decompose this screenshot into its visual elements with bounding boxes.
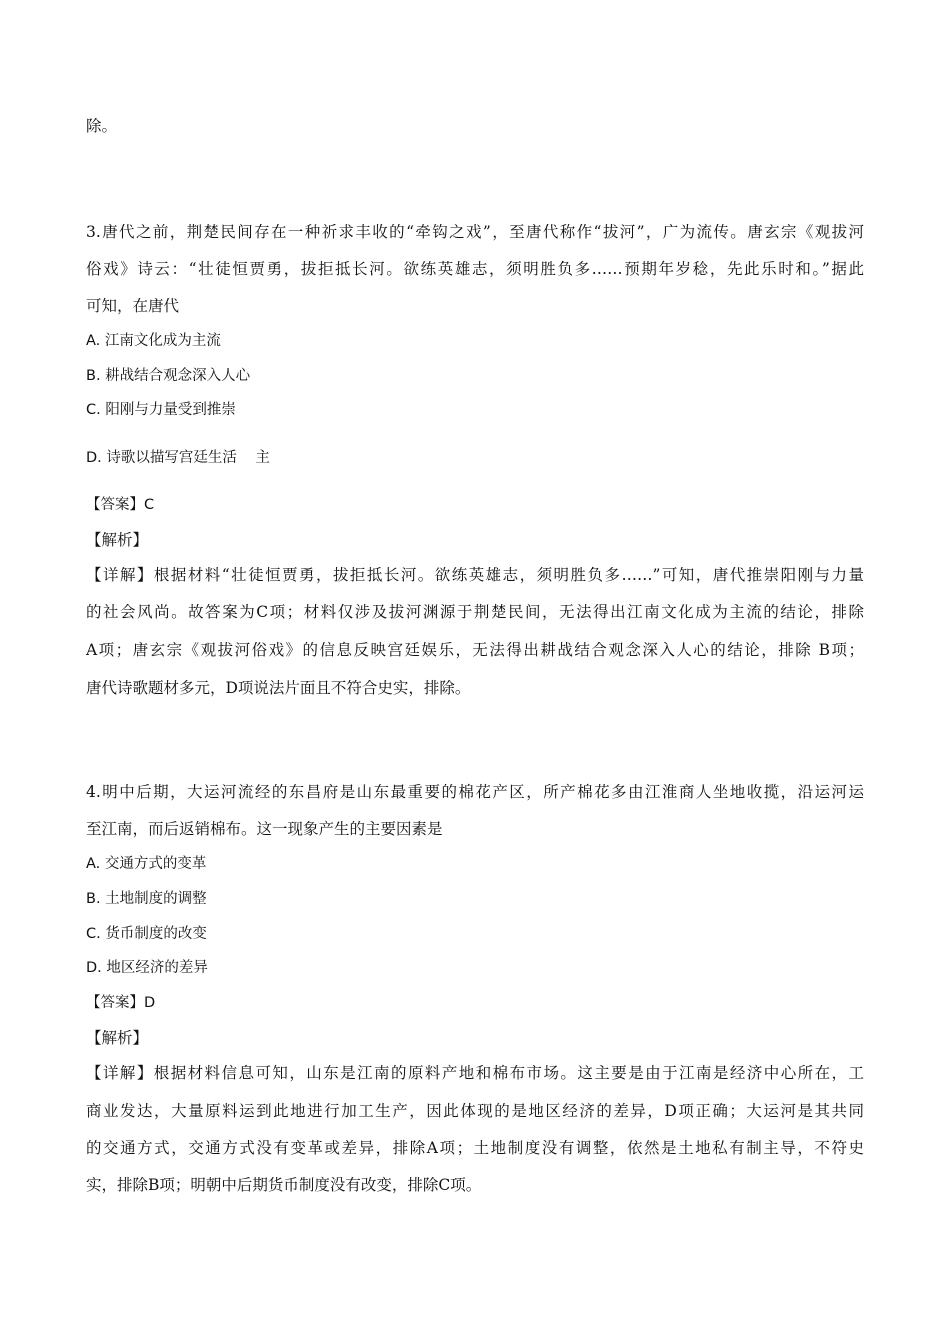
q3-stem-line-3: 可知，在唐代: [86, 297, 180, 315]
q4-stem-line-1: 4.明中后期，大运河流经的东昌府是山东最重要的棉花产区，所产棉花多由江淮商人坐地收揽，沿运河运: [86, 783, 864, 801]
q3-option-c: C. 阳刚与力量受到推崇: [86, 402, 236, 418]
q3-analysis-label: 【解析】: [86, 531, 149, 549]
q3-stem-line-2: 俗戏》诗云：“壮徒恒贾勇，拔拒抵长河。欲练英雄志，须明胜负多……预期年岁稔，先此乐时和。”据此: [86, 260, 864, 278]
q3-detail-line-3: A项；唐玄宗《观拔河俗戏》的信息反映宫廷娱乐，无法得出耕战结合观念深入人心的结论，排除 B项；: [86, 641, 864, 659]
q4-option-b: B. 土地制度的调整: [86, 891, 207, 907]
q3-detail-line-2: 的社会风尚。故答案为C项；材料仅涉及拔河渊源于荆楚民间，无法得出江南文化成为主流的结论，排除: [86, 603, 864, 621]
q4-stem-line-2: 至江南，而后返销棉布。这一现象产生的主要因素是: [86, 820, 443, 838]
q4-detail-line-3: 的交通方式，交通方式没有变革或差异，排除A项；土地制度没有调整，依然是土地私有制主导，不符史: [86, 1139, 864, 1157]
q4-answer: 【答案】D: [86, 995, 156, 1011]
q3-option-b: B. 耕战结合观念深入人心: [86, 368, 251, 384]
q4-detail-line-2: 商业发达，大量原料运到此地进行加工生产，因此体现的是地区经济的差异，D项正确；大运河是其共同: [86, 1102, 864, 1120]
q3-option-d: D. 诗歌以描写宫廷生活 主: [86, 450, 270, 466]
q4-option-d: D. 地区经济的差异: [86, 960, 208, 976]
q4-detail-line-1: 【详解】根据材料信息可知，山东是江南的原料产地和棉布市场。这主要是由于江南是经济中心所在，工: [86, 1064, 864, 1082]
q3-option-a: A. 江南文化成为主流: [86, 333, 221, 349]
prev-explanation-end: 除。: [86, 117, 118, 135]
q3-detail-line-4: 唐代诗歌题材多元，D项说法片面且不符合史实，排除。: [86, 679, 471, 697]
q3-answer: 【答案】C: [86, 497, 155, 513]
q4-option-c: C. 货币制度的改变: [86, 926, 207, 942]
q4-detail-line-4: 实，排除B项；明朝中后期货币制度没有改变，排除C项。: [86, 1176, 482, 1194]
q4-analysis-label: 【解析】: [86, 1029, 149, 1047]
q3-stem-line-1: 3.唐代之前，荆楚民间存在一种祈求丰收的“牵钩之戏”，至唐代称作“拔河”，广为流传。唐玄宗《观拔河: [86, 223, 864, 241]
q3-detail-line-1: 【详解】根据材料“壮徒恒贾勇，拔拒抵长河。欲练英雄志，须明胜负多……”可知，唐代推崇阳刚与力量: [86, 566, 864, 584]
q4-option-a: A. 交通方式的变革: [86, 856, 207, 872]
